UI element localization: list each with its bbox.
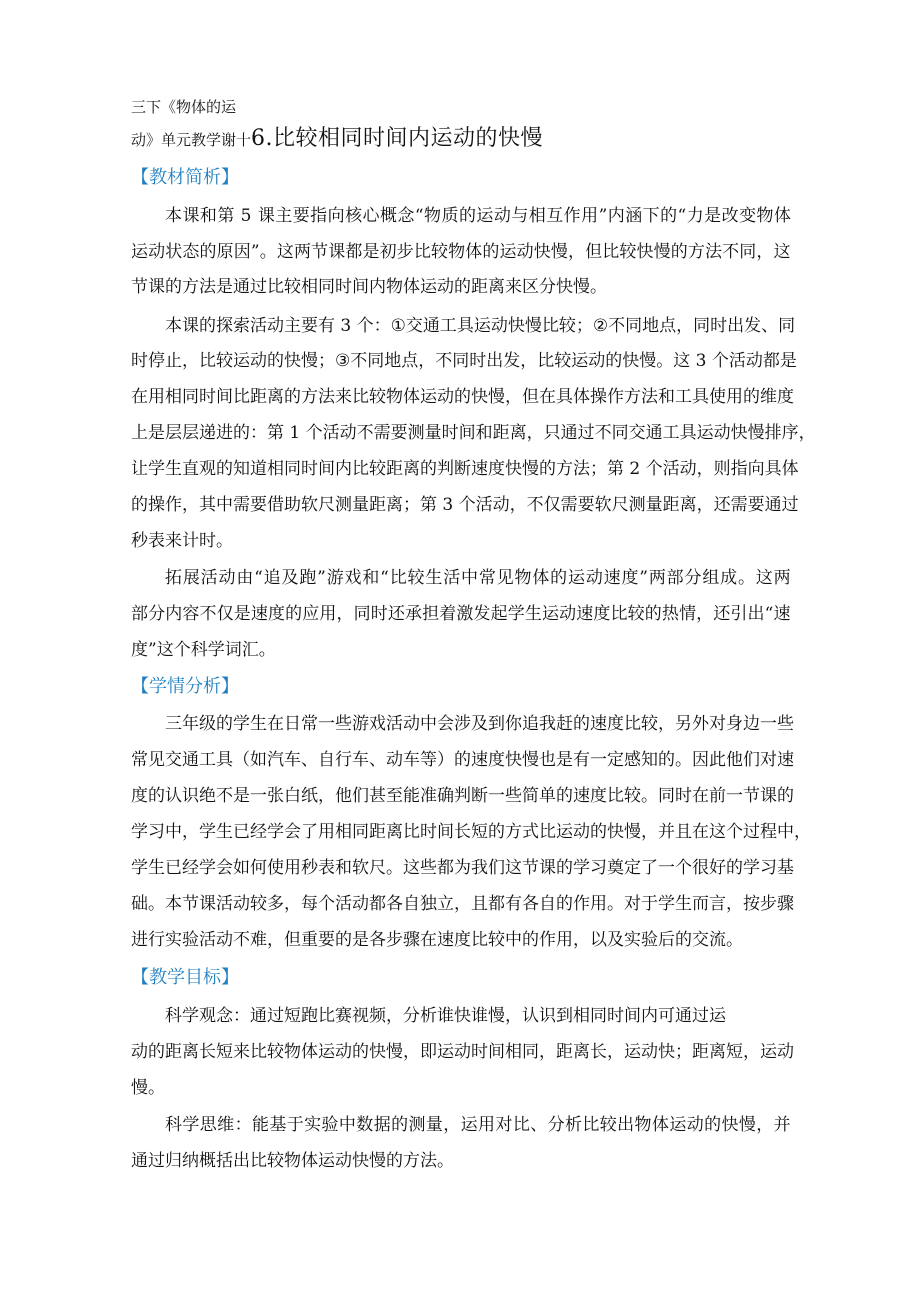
section-heading-goals: 【教学目标】: [131, 967, 239, 988]
paragraph-line: 让 学 生 直 观 的 知 道 相 同 时 间 内 比 较 距 离 的 判 断 速 度 快 慢 的 方 法 ； 第 2 个 活 动 ， 则 指 向 具 体: [131, 459, 799, 479]
page-title: 6.比较相同时间内运动的快慢: [251, 126, 544, 151]
title-line-2: [131, 126, 543, 152]
paragraph-line: 在 用 相 同 时 间 比 距 离 的 方 法 来 比 较 物 体 运 动 的 快 慢 ， 但 在 具 体 操 作 方 法 和 工 具 使 用 的 维 度: [131, 387, 794, 407]
paragraph-line: 慢。: [131, 1078, 165, 1098]
paragraph-line: 本 课 和 第 5 课 主 要 指 向 核 心 概 念 “ 物 质 的 运 动 与 相 互 作 用 ” 内 涵 下 的 “ 力 是 改 变 物 体: [165, 206, 791, 226]
paragraph-line: 进行实验活动不难，但重要的是各步骤在速度比较中的作用，以及实验后的交流。: [131, 930, 743, 950]
section-heading-textbook: 【教材简析】: [131, 167, 239, 188]
paragraph-line: 时 停 止 ， 比 较 运 动 的 快 慢 ； ③ 不 同 地 点 ， 不 同 时 出 发 ， 比 较 运 动 的 快 慢 。 这 3 个 活 动 都 是: [131, 351, 797, 371]
paragraph-line: 科学观念：通过短跑比赛视频，分析谁快谁慢，认识到相同时间内可通过运: [165, 1006, 726, 1026]
section-heading-students: 【学情分析】: [131, 676, 239, 697]
paragraph-line: 节课的方法是通过比较相同时间内物体运动的距离来区分快慢。: [131, 277, 607, 297]
paragraph-line: 动 的 距 离 长 短 来 比 较 物 体 运 动 的 快 慢 ， 即 运 动 时 间 相 同 ， 距 离 长 ， 运 动 快 ； 距 离 短 ， 运 动: [131, 1042, 794, 1062]
paragraph-line: 秒表来计时。: [131, 531, 233, 551]
paragraph-line: 运 动 状 态 的 原 因 ” 。 这 两 节 课 都 是 初 步 比 较 物 体 的 运 动 快 慢 ， 但 比 较 快 慢 的 方 法 不 同 ， 这: [131, 242, 791, 262]
paragraph-line: 常 见 交 通 工 具 （ 如 汽 车 、 自 行 车 、 动 车 等 ） 的 速 度 快 慢 也 是 有 一 定 感 知 的 。 因 此 他 们 对 速: [131, 750, 794, 770]
paragraph-line: 拓 展 活 动 由 “ 追 及 跑 ” 游 戏 和 “ 比 较 生 活 中 常 见 物 体 的 运 动 速 度 ” 两 部 分 组 成 。 这 两: [165, 568, 791, 588]
paragraph-line: 度”这个科学词汇。: [131, 640, 276, 660]
paragraph-line: 通过归纳概括出比较物体运动快慢的方法。: [131, 1151, 454, 1171]
paragraph-line: 学 生 已 经 学 会 如 何 使 用 秒 表 和 软 尺 。 这 些 都 为 我 们 这 节 课 的 学 习 奠 定 了 一 个 很 好 的 学 习 基: [131, 858, 794, 878]
paragraph-line: 部 分 内 容 不 仅 是 速 度 的 应 用 ， 同 时 还 承 担 着 激 发 起 学 生 运 动 速 度 比 较 的 热 情 ， 还 引 出 “ 速: [131, 604, 791, 624]
paragraph-line: 上 是 层 层 递 进 的 ： 第 1 个 活 动 不 需 要 测 量 时 间 和 距 离 ， 只 通 过 不 同 交 通 工 具 运 动 快 慢 排 序 ，: [131, 423, 816, 443]
title-line-1: 三下《物体的运: [131, 98, 237, 116]
paragraph-line: 的 操 作 ， 其 中 需 要 借 助 软 尺 测 量 距 离 ； 第 3 个 活 动 ， 不 仅 需 要 软 尺 测 量 距 离 ， 还 需 要 通 过: [131, 495, 799, 515]
paragraph-line: 三 年 级 的 学 生 在 日 常 一 些 游 戏 活 动 中 会 涉 及 到 你 追 我 赶 的 速 度 比 较 ， 另 外 对 身 边 一 些: [165, 714, 794, 734]
paragraph-line: 本 课 的 探 索 活 动 主 要 有 3 个 ： ① 交 通 工 具 运 动 快 慢 比 较 ； ② 不 同 地 点 ， 同 时 出 发 、 同: [165, 316, 796, 336]
paragraph-line: 础 。 本 节 课 活 动 较 多 ， 每 个 活 动 都 各 自 独 立 ， 且 都 有 各 自 的 作 用 。 对 于 学 生 而 言 ， 按 步 骤: [131, 894, 794, 914]
paragraph-line: 科 学 思 维 ： 能 基 于 实 验 中 数 据 的 测 量 ， 运 用 对 比 、 分 析 比 较 出 物 体 运 动 的 快 慢 ， 并: [165, 1115, 791, 1135]
paragraph-line: 度 的 认 识 绝 不 是 一 张 白 纸 ， 他 们 甚 至 能 准 确 判 断 一 些 简 单 的 速 度 比 较 。 同 时 在 前 一 节 课 的: [131, 786, 794, 806]
paragraph-line: 学 习 中 ， 学 生 已 经 学 会 了 用 相 同 距 离 比 时 间 长 短 的 方 式 比 运 动 的 快 慢 ， 并 且 在 这 个 过 程 中 ，: [131, 822, 811, 842]
title-prefix: 动》单元教学谢十: [131, 131, 252, 149]
